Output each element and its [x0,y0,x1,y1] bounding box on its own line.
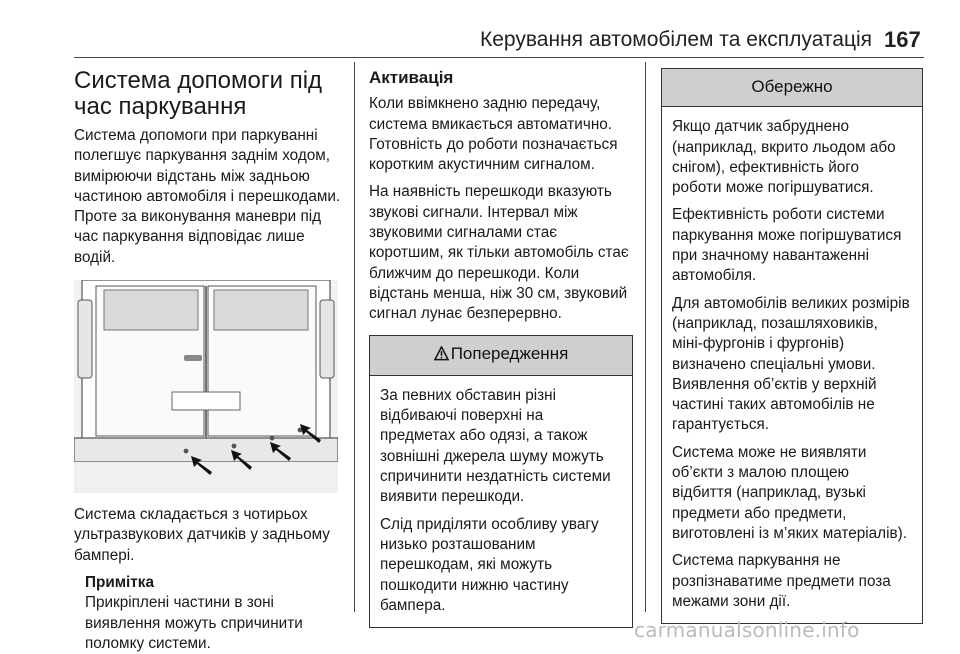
section-title: Система допомоги під час паркування [74,67,323,120]
caution-paragraph-4: Система може не виявляти об’єкти з малою площею відбиття (наприклад, вузькі предмети або предмети, виготовлені із м’яких матеріалів). [672,443,907,542]
watermark: carmanualsonline.info [634,618,860,642]
header-divider [74,57,924,58]
system-description: Система складається з чотирьох ультразвукових датчиків у задньому бампері. [74,506,330,564]
caution-paragraph-3: Для автомобілів великих розмірів (наприклад, позашляховиків, міні-фургонів і фургонів) визначено спеціальні умови. Виявлення об’єктів у верхній частині таких автомобілів не гарантується. [672,294,910,434]
caution-paragraph-1: Якщо датчик забруднено (наприклад, вкрито льодом або снігом), ефективність його роботи може погіршуватися. [672,118,896,197]
activation-paragraph-1: Коли ввімкнено задню передачу, система вмикається автоматично. Готовність до роботи позначається коротким акустичним сигналом. [369,95,618,174]
warning-header [370,336,632,376]
column-2 [369,68,633,628]
caution-paragraph-5: Система паркування не розпізнаватиме предмети поза межами зони дії. [672,552,891,610]
note-label: Примітка [85,573,154,591]
intro-paragraph: Система допомоги при паркуванні полегшує паркування заднім ходом, вимірюючи відстань між задньою частиною автомобіля і перешкодами. Проте за виконування маневри під час паркування відповідає лише водій. [74,127,341,266]
warning-title: Попередження [450,343,569,363]
running-header-title: Керування автомобілем та експлуатація [480,28,873,51]
caution-body [662,107,922,623]
warning-paragraph-2: Слід приділяти особливу увагу низько розташованим перешкодам, які можуть пошкодити нижню частину бампера. [380,515,599,614]
note-text: Прикріплені частини в зоні виявлення можуть спричинити поломку системи. [85,594,303,652]
rear-bumper-sensors-illustration [74,280,338,493]
caution-header: Обережно [662,69,922,107]
caution-paragraph-2: Ефективність роботи системи паркування може погіршуватися при значному навантаженні автомобіля. [672,206,902,285]
activation-heading: Активація [369,68,454,87]
column-divider-2 [645,62,646,612]
column-3 [661,68,923,624]
column-divider-1 [354,62,355,612]
warning-paragraph-1: За певних обставин різні відбиваючі поверхні на предметах або одязі, а також зовнішні джерела шуму можуть спричинити нездатність системи виявити перешкоди. [380,386,611,506]
page-number: 167 [884,27,921,52]
activation-paragraph-2: На наявність перешкоди вказують звукові сигнали. Інтервал між звуковими сигналами стає коротшим, як тільки автомобіль стає ближчим до перешкоди. Коли відстань менша, ніж 30 см, звуковий сигнал лунає безперервно. [369,183,629,323]
warning-triangle-icon [434,346,449,366]
warning-body [370,376,632,627]
column-1 [74,68,344,654]
caution-box [661,68,923,624]
warning-box [369,335,633,629]
